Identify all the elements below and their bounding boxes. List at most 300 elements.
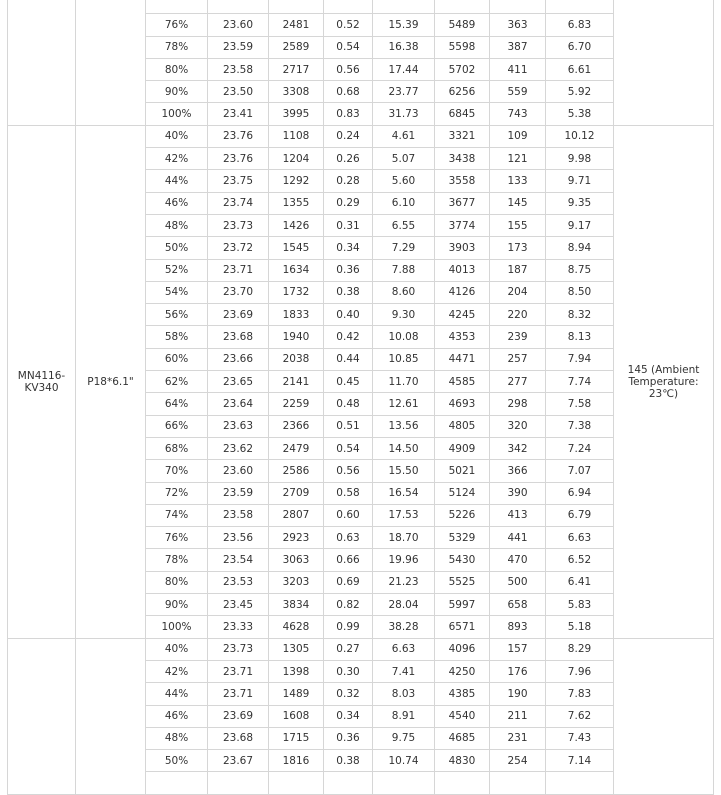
data-cell: 28.04 — [373, 594, 435, 616]
data-cell: 15.50 — [373, 460, 435, 482]
data-cell: 3774 — [435, 214, 490, 236]
data-cell: 4693 — [435, 393, 490, 415]
data-cell: 133 — [490, 170, 546, 192]
data-cell: 4096 — [435, 638, 490, 660]
data-cell: 42% — [146, 148, 208, 170]
data-cell: 6845 — [435, 103, 490, 125]
data-cell: 18.70 — [373, 527, 435, 549]
data-cell: 5489 — [435, 14, 490, 36]
data-cell: 5021 — [435, 460, 490, 482]
data-cell: 76% — [146, 527, 208, 549]
data-cell: 8.91 — [373, 705, 435, 727]
data-cell: 6571 — [435, 616, 490, 638]
data-cell: 6.10 — [373, 192, 435, 214]
data-cell: 19.96 — [373, 549, 435, 571]
data-cell: 0.63 — [324, 527, 373, 549]
data-cell: 78% — [146, 36, 208, 58]
data-cell: 100% — [146, 103, 208, 125]
propeller-cell — [76, 0, 146, 125]
data-cell: 320 — [490, 415, 546, 437]
data-cell: 23.66 — [208, 348, 269, 370]
data-cell: 17.44 — [373, 58, 435, 80]
data-cell: 1292 — [269, 170, 324, 192]
data-cell: 3321 — [435, 125, 490, 147]
data-cell: 7.58 — [546, 393, 614, 415]
data-cell: 11.70 — [373, 371, 435, 393]
temperature-cell — [614, 638, 714, 794]
data-cell: 239 — [490, 326, 546, 348]
data-cell: 23.63 — [208, 415, 269, 437]
data-cell: 1398 — [269, 660, 324, 682]
data-cell: 23.76 — [208, 125, 269, 147]
data-cell: 100% — [146, 616, 208, 638]
data-cell — [490, 772, 546, 794]
data-cell: 157 — [490, 638, 546, 660]
data-cell: 0.26 — [324, 148, 373, 170]
data-cell: 68% — [146, 437, 208, 459]
data-cell: 23.75 — [208, 170, 269, 192]
data-cell: 5430 — [435, 549, 490, 571]
data-cell: 78% — [146, 549, 208, 571]
data-cell: 40% — [146, 638, 208, 660]
data-cell: 0.54 — [324, 437, 373, 459]
data-cell: 80% — [146, 571, 208, 593]
data-cell: 23.56 — [208, 527, 269, 549]
data-cell: 3677 — [435, 192, 490, 214]
data-cell — [373, 772, 435, 794]
data-cell: 23.59 — [208, 482, 269, 504]
data-cell: 390 — [490, 482, 546, 504]
data-cell: 5226 — [435, 504, 490, 526]
data-cell: 109 — [490, 125, 546, 147]
data-cell: 54% — [146, 281, 208, 303]
data-cell: 1940 — [269, 326, 324, 348]
motor-type-cell — [8, 638, 76, 794]
data-cell: 23.58 — [208, 58, 269, 80]
data-cell: 42% — [146, 660, 208, 682]
data-cell: 5.07 — [373, 148, 435, 170]
data-cell: 0.82 — [324, 594, 373, 616]
data-cell: 1545 — [269, 237, 324, 259]
data-cell: 559 — [490, 81, 546, 103]
data-cell: 4805 — [435, 415, 490, 437]
data-cell: 10.08 — [373, 326, 435, 348]
data-cell: 0.31 — [324, 214, 373, 236]
data-cell: 23.59 — [208, 36, 269, 58]
data-cell: 6.52 — [546, 549, 614, 571]
data-cell: 2717 — [269, 58, 324, 80]
data-cell: 10.12 — [546, 125, 614, 147]
data-cell: 0.51 — [324, 415, 373, 437]
data-cell: 0.28 — [324, 170, 373, 192]
data-cell: 50% — [146, 750, 208, 772]
data-cell: 23.68 — [208, 727, 269, 749]
motor-test-data-table — [7, 0, 714, 795]
data-cell: 176 — [490, 660, 546, 682]
data-cell — [490, 0, 546, 14]
data-cell: 190 — [490, 683, 546, 705]
data-cell: 46% — [146, 705, 208, 727]
data-cell: 4353 — [435, 326, 490, 348]
data-cell: 411 — [490, 58, 546, 80]
data-cell: 2141 — [269, 371, 324, 393]
data-cell: 23.64 — [208, 393, 269, 415]
data-cell: 3995 — [269, 103, 324, 125]
data-cell: 10.74 — [373, 750, 435, 772]
data-cell: 1355 — [269, 192, 324, 214]
data-cell: 145 — [490, 192, 546, 214]
data-cell: 7.43 — [546, 727, 614, 749]
data-cell: 1305 — [269, 638, 324, 660]
data-cell: 1816 — [269, 750, 324, 772]
data-cell: 23.60 — [208, 460, 269, 482]
data-cell: 6.94 — [546, 482, 614, 504]
data-cell: 1634 — [269, 259, 324, 281]
data-cell: 0.27 — [324, 638, 373, 660]
data-cell: 2259 — [269, 393, 324, 415]
data-cell: 23.45 — [208, 594, 269, 616]
data-cell: 6.55 — [373, 214, 435, 236]
data-cell — [324, 0, 373, 14]
data-cell: 5702 — [435, 58, 490, 80]
data-cell: 5997 — [435, 594, 490, 616]
data-cell: 8.60 — [373, 281, 435, 303]
data-cell: 23.73 — [208, 214, 269, 236]
data-cell: 9.75 — [373, 727, 435, 749]
data-cell — [435, 772, 490, 794]
data-cell: 6.61 — [546, 58, 614, 80]
data-cell: 4685 — [435, 727, 490, 749]
data-cell: 6.79 — [546, 504, 614, 526]
data-cell: 1608 — [269, 705, 324, 727]
data-cell: 8.75 — [546, 259, 614, 281]
data-cell — [546, 772, 614, 794]
data-cell: 277 — [490, 371, 546, 393]
data-cell: 48% — [146, 727, 208, 749]
data-cell: 1732 — [269, 281, 324, 303]
data-cell: 2589 — [269, 36, 324, 58]
data-cell: 7.41 — [373, 660, 435, 682]
data-cell: 23.50 — [208, 81, 269, 103]
data-cell: 0.54 — [324, 36, 373, 58]
data-cell: 211 — [490, 705, 546, 727]
data-cell: 4471 — [435, 348, 490, 370]
data-cell: 7.24 — [546, 437, 614, 459]
propeller-cell — [76, 638, 146, 794]
data-cell: 220 — [490, 304, 546, 326]
data-cell: 4909 — [435, 437, 490, 459]
data-cell: 4385 — [435, 683, 490, 705]
data-cell: 56% — [146, 304, 208, 326]
data-cell: 0.36 — [324, 727, 373, 749]
data-cell: 4628 — [269, 616, 324, 638]
data-cell: 257 — [490, 348, 546, 370]
data-cell: 23.53 — [208, 571, 269, 593]
data-cell: 66% — [146, 415, 208, 437]
data-cell: 0.44 — [324, 348, 373, 370]
data-cell: 9.30 — [373, 304, 435, 326]
data-cell: 2481 — [269, 14, 324, 36]
data-cell: 8.03 — [373, 683, 435, 705]
data-cell — [435, 0, 490, 14]
data-cell: 0.38 — [324, 281, 373, 303]
data-cell: 0.48 — [324, 393, 373, 415]
data-cell: 0.99 — [324, 616, 373, 638]
data-cell: 50% — [146, 237, 208, 259]
data-cell: 90% — [146, 594, 208, 616]
data-cell: 0.69 — [324, 571, 373, 593]
data-cell: 0.30 — [324, 660, 373, 682]
data-cell: 187 — [490, 259, 546, 281]
data-cell: 15.39 — [373, 14, 435, 36]
data-cell: 2807 — [269, 504, 324, 526]
data-cell: 5.60 — [373, 170, 435, 192]
data-cell: 0.32 — [324, 683, 373, 705]
data-cell: 6.70 — [546, 36, 614, 58]
data-cell: 2923 — [269, 527, 324, 549]
data-cell — [146, 0, 208, 14]
data-cell: 893 — [490, 616, 546, 638]
data-cell: 7.96 — [546, 660, 614, 682]
data-cell: 5.18 — [546, 616, 614, 638]
data-cell: 80% — [146, 58, 208, 80]
data-cell: 52% — [146, 259, 208, 281]
temperature-cell: 145 (Ambient Temperature: 23℃) — [614, 125, 714, 638]
data-cell: 2366 — [269, 415, 324, 437]
data-cell: 23.41 — [208, 103, 269, 125]
data-cell: 8.94 — [546, 237, 614, 259]
data-cell: 17.53 — [373, 504, 435, 526]
data-cell: 4.61 — [373, 125, 435, 147]
data-cell: 0.38 — [324, 750, 373, 772]
data-cell: 0.42 — [324, 326, 373, 348]
data-cell: 23.72 — [208, 237, 269, 259]
table-row — [8, 638, 714, 660]
data-cell: 7.07 — [546, 460, 614, 482]
data-cell — [208, 0, 269, 14]
data-cell: 0.40 — [324, 304, 373, 326]
data-cell: 413 — [490, 504, 546, 526]
data-cell — [269, 772, 324, 794]
data-cell: 231 — [490, 727, 546, 749]
data-cell: 6.63 — [373, 638, 435, 660]
data-cell: 0.60 — [324, 504, 373, 526]
data-cell: 3063 — [269, 549, 324, 571]
data-cell: 3558 — [435, 170, 490, 192]
temperature-cell — [614, 0, 714, 125]
data-cell: 7.83 — [546, 683, 614, 705]
data-cell: 76% — [146, 14, 208, 36]
data-cell: 23.54 — [208, 549, 269, 571]
data-cell: 7.62 — [546, 705, 614, 727]
data-cell: 6256 — [435, 81, 490, 103]
data-cell: 1108 — [269, 125, 324, 147]
data-cell: 1426 — [269, 214, 324, 236]
data-cell: 5329 — [435, 527, 490, 549]
data-cell: 23.33 — [208, 616, 269, 638]
data-cell — [373, 0, 435, 14]
data-cell: 6.83 — [546, 14, 614, 36]
data-cell: 8.32 — [546, 304, 614, 326]
data-cell: 743 — [490, 103, 546, 125]
data-cell: 9.71 — [546, 170, 614, 192]
data-cell: 500 — [490, 571, 546, 593]
data-cell: 60% — [146, 348, 208, 370]
data-cell: 0.83 — [324, 103, 373, 125]
data-cell: 58% — [146, 326, 208, 348]
data-cell: 7.74 — [546, 371, 614, 393]
data-cell: 0.29 — [324, 192, 373, 214]
data-cell: 5124 — [435, 482, 490, 504]
data-cell: 23.71 — [208, 259, 269, 281]
data-cell: 7.38 — [546, 415, 614, 437]
propeller-cell: P18*6.1" — [76, 125, 146, 638]
data-cell: 46% — [146, 192, 208, 214]
data-cell: 23.68 — [208, 326, 269, 348]
data-cell: 0.24 — [324, 125, 373, 147]
data-cell: 0.52 — [324, 14, 373, 36]
data-cell: 0.66 — [324, 549, 373, 571]
data-cell: 23.65 — [208, 371, 269, 393]
data-cell: 31.73 — [373, 103, 435, 125]
data-cell: 38.28 — [373, 616, 435, 638]
data-cell: 4830 — [435, 750, 490, 772]
data-cell: 155 — [490, 214, 546, 236]
data-cell: 3903 — [435, 237, 490, 259]
data-cell: 8.29 — [546, 638, 614, 660]
data-cell: 14.50 — [373, 437, 435, 459]
data-cell: 6.63 — [546, 527, 614, 549]
data-cell: 9.98 — [546, 148, 614, 170]
data-cell: 7.29 — [373, 237, 435, 259]
data-cell: 23.58 — [208, 504, 269, 526]
data-cell: 90% — [146, 81, 208, 103]
data-cell: 8.13 — [546, 326, 614, 348]
data-cell: 23.74 — [208, 192, 269, 214]
data-cell: 16.54 — [373, 482, 435, 504]
data-cell — [208, 772, 269, 794]
data-cell: 5525 — [435, 571, 490, 593]
motor-type-cell — [8, 0, 76, 125]
data-cell: 72% — [146, 482, 208, 504]
data-cell: 4585 — [435, 371, 490, 393]
data-cell: 1833 — [269, 304, 324, 326]
data-cell: 2479 — [269, 437, 324, 459]
data-cell: 23.76 — [208, 148, 269, 170]
data-cell: 23.73 — [208, 638, 269, 660]
data-cell: 7.14 — [546, 750, 614, 772]
data-cell: 23.71 — [208, 660, 269, 682]
data-cell: 0.36 — [324, 259, 373, 281]
data-cell: 3438 — [435, 148, 490, 170]
data-cell: 3308 — [269, 81, 324, 103]
data-cell: 7.88 — [373, 259, 435, 281]
data-cell: 21.23 — [373, 571, 435, 593]
data-cell: 3203 — [269, 571, 324, 593]
data-cell: 40% — [146, 125, 208, 147]
data-cell: 5.92 — [546, 81, 614, 103]
data-cell: 48% — [146, 214, 208, 236]
data-cell: 23.69 — [208, 705, 269, 727]
data-cell: 5598 — [435, 36, 490, 58]
data-cell: 74% — [146, 504, 208, 526]
data-cell: 4126 — [435, 281, 490, 303]
data-cell: 23.69 — [208, 304, 269, 326]
data-cell: 3834 — [269, 594, 324, 616]
data-cell: 1489 — [269, 683, 324, 705]
data-cell: 173 — [490, 237, 546, 259]
data-cell: 0.45 — [324, 371, 373, 393]
data-cell: 23.67 — [208, 750, 269, 772]
data-cell: 0.68 — [324, 81, 373, 103]
data-cell: 658 — [490, 594, 546, 616]
data-cell: 23.71 — [208, 683, 269, 705]
table-row — [8, 125, 714, 147]
data-cell: 470 — [490, 549, 546, 571]
data-cell: 0.34 — [324, 237, 373, 259]
data-cell — [546, 0, 614, 14]
data-cell: 44% — [146, 683, 208, 705]
data-cell: 0.56 — [324, 58, 373, 80]
data-cell: 8.50 — [546, 281, 614, 303]
data-cell: 4245 — [435, 304, 490, 326]
data-cell: 4250 — [435, 660, 490, 682]
data-cell: 1715 — [269, 727, 324, 749]
data-cell: 366 — [490, 460, 546, 482]
data-cell: 2709 — [269, 482, 324, 504]
data-cell: 2586 — [269, 460, 324, 482]
data-cell: 2038 — [269, 348, 324, 370]
data-cell: 23.70 — [208, 281, 269, 303]
data-cell: 0.56 — [324, 460, 373, 482]
data-cell: 12.61 — [373, 393, 435, 415]
data-cell: 23.60 — [208, 14, 269, 36]
table-row — [8, 0, 714, 14]
data-cell: 16.38 — [373, 36, 435, 58]
data-cell: 342 — [490, 437, 546, 459]
data-cell: 121 — [490, 148, 546, 170]
data-cell: 4540 — [435, 705, 490, 727]
data-cell: 0.34 — [324, 705, 373, 727]
data-cell: 7.94 — [546, 348, 614, 370]
data-cell: 1204 — [269, 148, 324, 170]
data-cell: 441 — [490, 527, 546, 549]
data-cell: 204 — [490, 281, 546, 303]
data-cell: 4013 — [435, 259, 490, 281]
data-cell: 44% — [146, 170, 208, 192]
data-cell: 23.77 — [373, 81, 435, 103]
data-cell: 6.41 — [546, 571, 614, 593]
data-cell: 64% — [146, 393, 208, 415]
data-cell: 298 — [490, 393, 546, 415]
data-cell: 363 — [490, 14, 546, 36]
data-cell: 5.38 — [546, 103, 614, 125]
data-cell: 387 — [490, 36, 546, 58]
data-cell: 5.83 — [546, 594, 614, 616]
data-cell: 9.17 — [546, 214, 614, 236]
data-cell: 62% — [146, 371, 208, 393]
data-cell — [146, 772, 208, 794]
data-cell — [324, 772, 373, 794]
data-cell: 9.35 — [546, 192, 614, 214]
data-cell: 254 — [490, 750, 546, 772]
data-cell: 10.85 — [373, 348, 435, 370]
data-cell: 0.58 — [324, 482, 373, 504]
data-cell — [269, 0, 324, 14]
motor-type-cell: MN4116-KV340 — [8, 125, 76, 638]
data-cell: 13.56 — [373, 415, 435, 437]
data-cell: 23.62 — [208, 437, 269, 459]
